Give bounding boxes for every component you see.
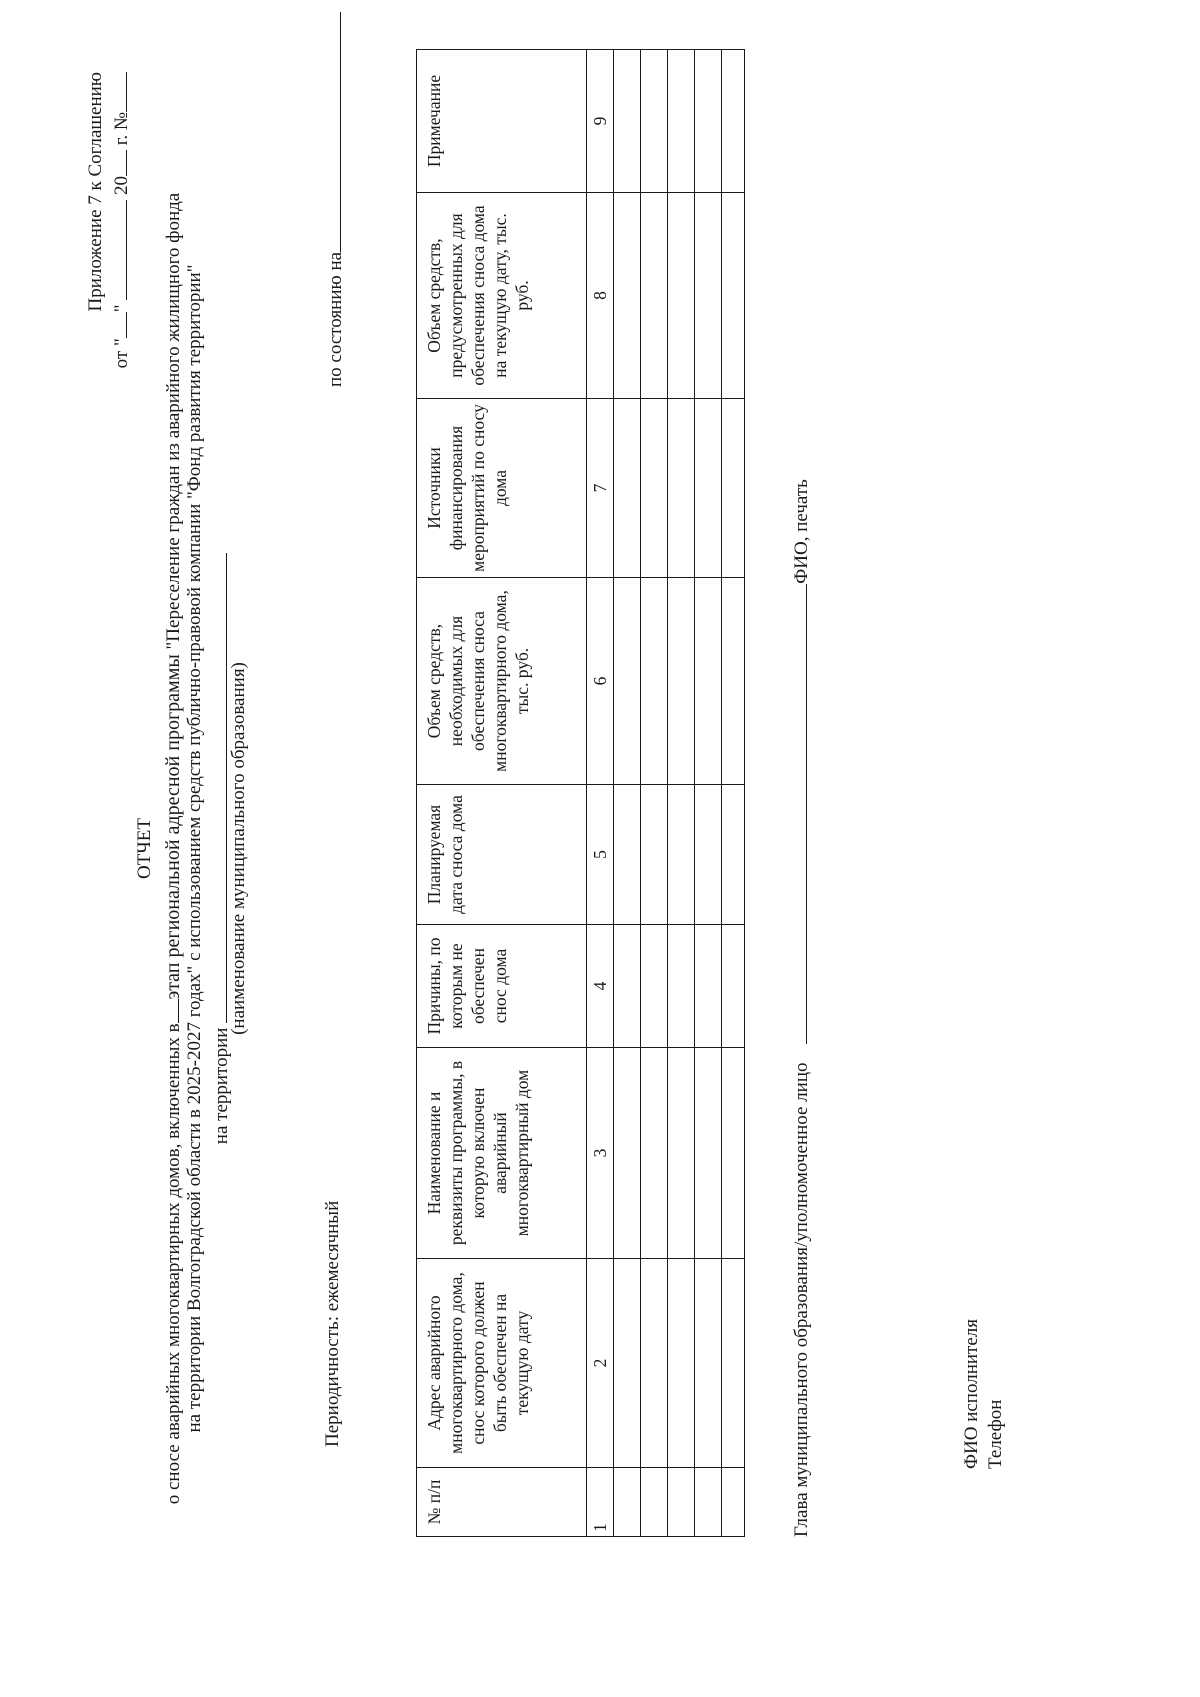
signature-head-label: Глава муниципального образования/уполномоченное лицо (791, 1062, 812, 1537)
annex-line2: от "" 20 г. № (108, 72, 134, 592)
title-line4: (наименование муниципального образования) (228, 662, 249, 1035)
table-cell[interactable] (641, 925, 668, 1048)
table-cell[interactable] (668, 1048, 695, 1259)
table-cell[interactable] (614, 1468, 641, 1537)
report-table (416, 49, 745, 1537)
header-cell: № п/п (417, 1468, 587, 1537)
column-number: 4 (587, 925, 614, 1048)
table-cell[interactable] (695, 785, 722, 925)
column-number: 2 (587, 1259, 614, 1468)
table-cell[interactable] (695, 1048, 722, 1259)
table-cell[interactable] (695, 50, 722, 193)
table-row (641, 50, 668, 1537)
executor-block (960, 1319, 1008, 1469)
signature-blank[interactable] (788, 584, 807, 1044)
table-cell[interactable] (641, 50, 668, 193)
executor-name: ФИО исполнителя (961, 1319, 982, 1469)
title-line1: о сносе аварийных многоквартирных домов, включенных вэтап региональной адресной программы "Переселение граждан из аварийного жилищного фонда (162, 192, 184, 1505)
table-cell[interactable] (668, 193, 695, 399)
table-cell[interactable] (722, 50, 745, 193)
column-number: 7 (587, 399, 614, 578)
table-cell[interactable] (614, 1048, 641, 1259)
table-cell[interactable] (641, 193, 668, 399)
table-cell[interactable] (722, 925, 745, 1048)
executor-phone: Телефон (985, 1399, 1006, 1469)
table-row (668, 50, 695, 1537)
column-number: 8 (587, 193, 614, 399)
table-cell[interactable] (695, 193, 722, 399)
column-number: 5 (587, 785, 614, 925)
table-cell[interactable] (614, 785, 641, 925)
table-cell[interactable] (614, 1259, 641, 1468)
column-number: 1 (587, 1468, 614, 1537)
report-title: ОТЧЕТ (134, 818, 155, 879)
header-cell: Наименование и реквизиты программы, в которую включен аварийный многоквартирный дом (417, 1048, 587, 1259)
table-cell[interactable] (668, 399, 695, 578)
table-cell[interactable] (614, 50, 641, 193)
table-cell[interactable] (641, 578, 668, 785)
signature-stamp-label: ФИО, печать (791, 479, 812, 584)
table-cell[interactable] (695, 1259, 722, 1468)
column-number: 6 (587, 578, 614, 785)
table-header-row (417, 50, 587, 1537)
periodicity-text: Периодичность: ежемесячный (322, 1200, 343, 1447)
table-cell[interactable] (722, 399, 745, 578)
table-cell[interactable] (722, 785, 745, 925)
table-cell[interactable] (695, 399, 722, 578)
column-number-row (587, 50, 614, 1537)
header-cell: Объем средств, предусмотренных для обеспечения сноса дома на текущую дату, тыс. руб. (417, 193, 587, 399)
title-line3: на территории (208, 0, 233, 1697)
header-cell: Объем средств, необходимых для обеспечения сноса многоквартирного дома, тыс. руб. (417, 578, 587, 785)
table-cell[interactable] (641, 1468, 668, 1537)
table-cell[interactable] (641, 1259, 668, 1468)
table-cell[interactable] (668, 1259, 695, 1468)
table-cell[interactable] (722, 1468, 745, 1537)
header-cell: Причины, по которым не обеспечен снос дома (417, 925, 587, 1048)
table-cell[interactable] (668, 50, 695, 193)
table-cell[interactable] (695, 925, 722, 1048)
table-cell[interactable] (641, 1048, 668, 1259)
table-cell[interactable] (668, 1468, 695, 1537)
table-cell[interactable] (695, 578, 722, 785)
table-row (695, 50, 722, 1537)
table-cell[interactable] (722, 1259, 745, 1468)
table-cell[interactable] (722, 1048, 745, 1259)
header-cell: Адрес аварийного многоквартирного дома, снос которого должен быть обеспечен на текущую дату (417, 1259, 587, 1468)
table-row (614, 50, 641, 1537)
table-cell[interactable] (641, 785, 668, 925)
annex-line1: Приложение 7 к Соглашению (85, 72, 106, 312)
table-cell[interactable] (722, 578, 745, 785)
table-cell[interactable] (614, 399, 641, 578)
table-cell[interactable] (614, 193, 641, 399)
table-cell[interactable] (695, 1468, 722, 1537)
table-cell[interactable] (614, 578, 641, 785)
column-number: 9 (587, 50, 614, 193)
table-cell[interactable] (722, 193, 745, 399)
title-line2: на территории Волгоградской области в 2025-2027 годах" с использованием средств публично-правовой компании "Фонд развития территории" (184, 264, 205, 1433)
table-cell[interactable] (614, 925, 641, 1048)
table-cell[interactable] (668, 925, 695, 1048)
table-cell[interactable] (641, 399, 668, 578)
column-number: 3 (587, 1048, 614, 1259)
table-row (722, 50, 745, 1537)
header-cell: Планируемая дата сноса дома (417, 785, 587, 925)
header-cell: Источники финансирования мероприятий по сносу дома (417, 399, 587, 578)
header-cell: Примечание (417, 50, 587, 193)
table-cell[interactable] (668, 785, 695, 925)
signature-line (788, 337, 813, 1537)
annex-block (84, 72, 134, 592)
table-cell[interactable] (668, 578, 695, 785)
as-of-date: по состоянию на (322, 12, 347, 387)
